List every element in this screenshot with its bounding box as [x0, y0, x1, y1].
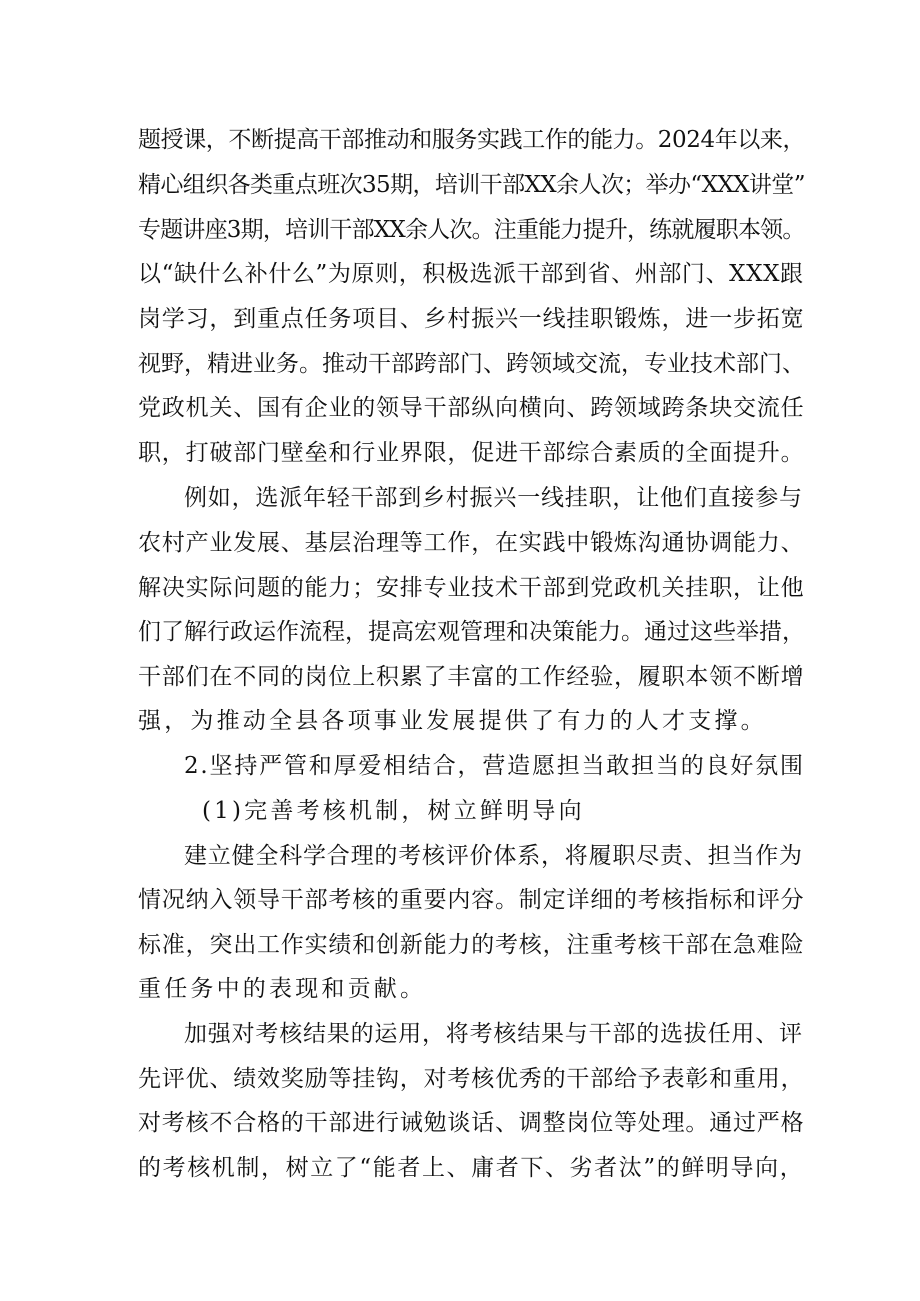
paragraph-line: 解决实际问题的能力；安排专业技术干部到党政机关挂职，让他	[138, 575, 805, 601]
paragraph-line: 岗学习，到重点任务项目、乡村振兴一线挂职锻炼，进一步拓宽	[138, 306, 805, 332]
subsection-heading: (1)完善考核机制，树立鲜明导向	[202, 798, 585, 824]
paragraph-line: 建立健全科学合理的考核评价体系，将履职尽责、担当作为	[184, 843, 803, 869]
paragraph-line: 以“缺什么补什么”为原则，积极选派干部到省、州部门、XXX跟	[138, 261, 804, 287]
paragraph-line: 题授课，不断提高干部推动和服务实践工作的能力。2024年以来，	[138, 127, 806, 153]
section-heading: 2.坚持严管和厚爱相结合，营造愿担当敢担当的良好氛围	[184, 753, 805, 779]
paragraph-line: 先评优、绩效奖励等挂钩，对考核优秀的干部给予表彰和重用，	[138, 1066, 805, 1092]
paragraph-line: 党政机关、国有企业的领导干部纵向横向、跨领域跨条块交流任	[138, 395, 805, 421]
paragraph-line: 例如，选派年轻干部到乡村振兴一线挂职，让他们直接参与	[184, 485, 803, 511]
paragraph-line: 的考核机制，树立了“能者上、庸者下、劣者汰”的鲜明导向，	[138, 1155, 805, 1181]
paragraph-line: 干部们在不同的岗位上积累了丰富的工作经验，履职本领不断增	[138, 664, 805, 690]
paragraph-line: 标准，突出工作实绩和创新能力的考核，注重考核干部在急难险	[138, 932, 805, 958]
paragraph-line: 农村产业发展、基层治理等工作，在实践中锻炼沟通协调能力、	[138, 530, 805, 556]
paragraph-line: 精心组织各类重点班次35期，培训干部XX余人次；举办“XXX讲堂”	[138, 172, 805, 198]
paragraph-line: 强，为推动全县各项事业发展提供了有力的人才支撑。	[138, 708, 767, 734]
paragraph-line: 重任务中的表现和贡献。	[138, 976, 427, 1002]
paragraph-line: 加强对考核结果的运用，将考核结果与干部的选拔任用、评	[184, 1021, 803, 1047]
paragraph-line: 视野，精进业务。推动干部跨部门、跨领域交流，专业技术部门、	[138, 351, 805, 377]
paragraph-line: 职，打破部门壁垒和行业界限，促进干部综合素质的全面提升。	[138, 440, 805, 466]
paragraph-line: 专题讲座3期，培训干部XX余人次。注重能力提升，练就履职本领。	[138, 217, 805, 243]
paragraph-line: 情况纳入领导干部考核的重要内容。制定详细的考核指标和评分	[138, 887, 805, 913]
paragraph-line: 对考核不合格的干部进行诫勉谈话、调整岗位等处理。通过严格	[138, 1110, 805, 1136]
paragraph-line: 们了解行政运作流程，提高宏观管理和决策能力。通过这些举措，	[138, 619, 805, 645]
